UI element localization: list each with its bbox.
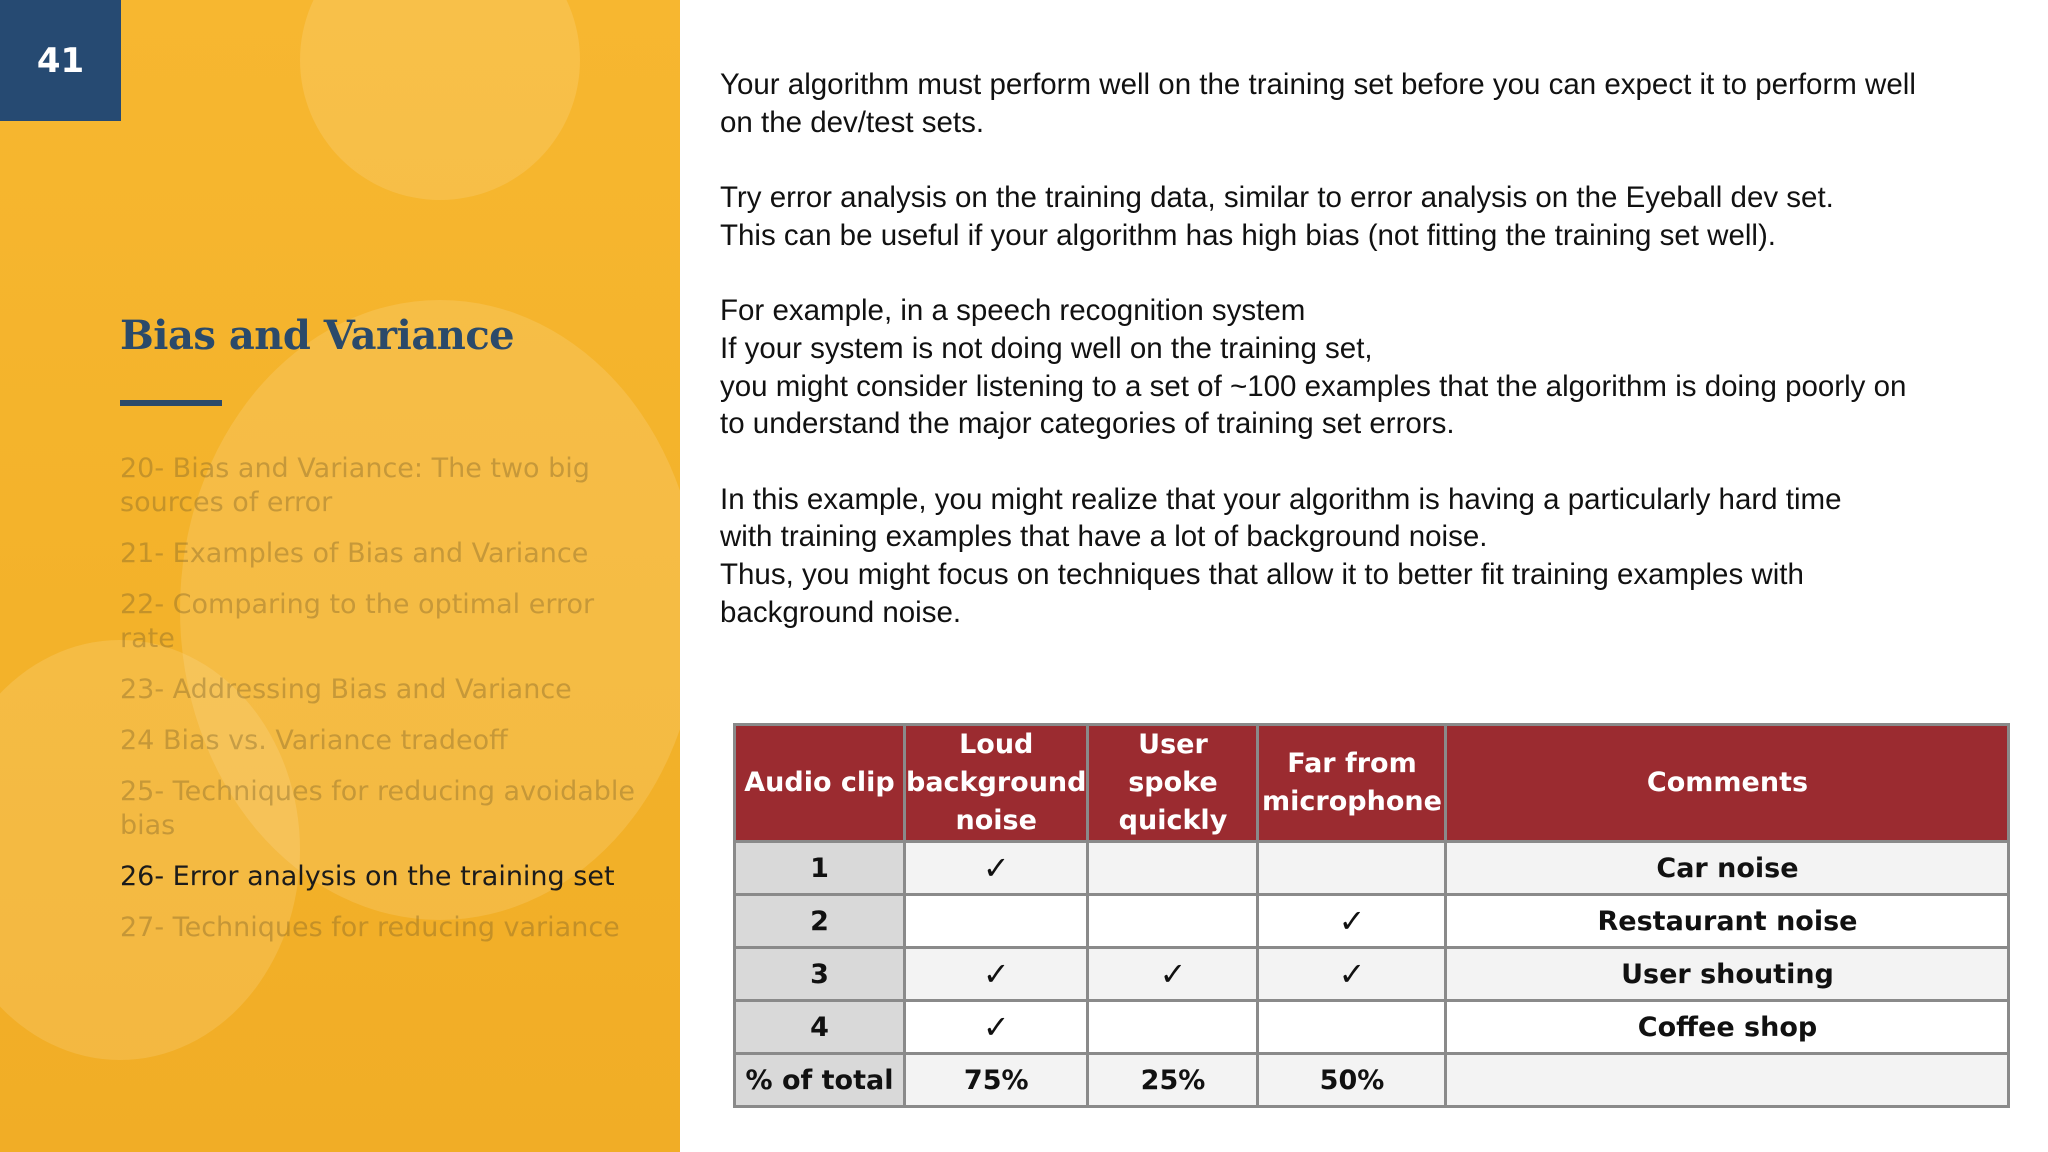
checkmark-icon: ✓: [1258, 895, 1446, 948]
comment-cell: Restaurant noise: [1446, 895, 2009, 948]
toc-item[interactable]: 25- Techniques for reducing avoidable bias: [120, 776, 636, 841]
comment-cell: Car noise: [1446, 842, 2009, 895]
paragraph-training-set: Your algorithm must perform well on the training set before you can expect it to perform well on the dev/test sets.: [720, 68, 1916, 139]
empty-cell: [905, 895, 1088, 948]
section-title: Bias and Variance: [120, 312, 515, 359]
table-row: [735, 1001, 2009, 1054]
toc-item[interactable]: 27- Techniques for reducing variance: [120, 912, 620, 943]
toc-item-active[interactable]: 26- Error analysis on the training set: [120, 861, 615, 892]
empty-cell: [1088, 842, 1258, 895]
slide-number-badge: 41: [0, 0, 121, 121]
audio-clip-cell: 1: [735, 842, 905, 895]
column-header-spoke-quickly: User spoke quickly: [1088, 725, 1258, 842]
table-of-contents: [120, 452, 640, 962]
toc-item[interactable]: 23- Addressing Bias and Variance: [120, 674, 572, 705]
empty-cell: [1088, 895, 1258, 948]
title-underline: [120, 400, 222, 406]
background-photo-shape: [300, 0, 580, 200]
total-comment-cell: [1446, 1054, 2009, 1107]
table-row: [735, 948, 2009, 1001]
checkmark-icon: ✓: [905, 948, 1088, 1001]
column-header-comments: Comments: [1446, 725, 2009, 842]
total-loud-cell: 75%: [905, 1054, 1088, 1107]
checkmark-icon: ✓: [1088, 948, 1258, 1001]
total-label-cell: % of total: [735, 1054, 905, 1107]
empty-cell: [1258, 842, 1446, 895]
toc-item[interactable]: 22- Comparing to the optimal error rate: [120, 589, 595, 654]
audio-clip-cell: 4: [735, 1001, 905, 1054]
total-far-cell: 50%: [1258, 1054, 1446, 1107]
toc-item[interactable]: 20- Bias and Variance: The two big sources of error: [120, 453, 590, 518]
checkmark-icon: ✓: [905, 842, 1088, 895]
column-header-audio-clip: Audio clip: [735, 725, 905, 842]
table-header-row: [735, 725, 2009, 842]
table-row: [735, 895, 2009, 948]
empty-cell: [1258, 1001, 1446, 1054]
checkmark-icon: ✓: [1258, 948, 1446, 1001]
paragraph-error-analysis: Try error analysis on the training data, similar to error analysis on the Eyeball dev set. This can be useful if your algorithm has high bias (not fitting the training set well).: [720, 181, 1834, 252]
comment-cell: Coffee shop: [1446, 1001, 2009, 1054]
error-analysis-table: [733, 723, 2010, 1108]
paragraph-background-noise: In this example, you might realize that your algorithm is having a particularly hard time with training examples that have a lot of background noise. Thus, you might focus on techniques that allow it to better fit training examples with background noise.: [720, 482, 1842, 629]
sidebar-panel: [0, 0, 680, 1152]
body-text: [720, 66, 2010, 669]
column-header-far-from-mic: Far from microphone: [1258, 725, 1446, 842]
audio-clip-cell: 3: [735, 948, 905, 1001]
toc-item[interactable]: 21- Examples of Bias and Variance: [120, 538, 589, 569]
checkmark-icon: ✓: [905, 1001, 1088, 1054]
table-row: [735, 842, 2009, 895]
total-quick-cell: 25%: [1088, 1054, 1258, 1107]
table-total-row: [735, 1054, 2009, 1107]
audio-clip-cell: 2: [735, 895, 905, 948]
toc-item[interactable]: 24 Bias vs. Variance tradeoff: [120, 725, 508, 756]
empty-cell: [1088, 1001, 1258, 1054]
comment-cell: User shouting: [1446, 948, 2009, 1001]
column-header-loud-noise: Loud background noise: [905, 725, 1088, 842]
paragraph-example: For example, in a speech recognition system If your system is not doing well on the training set, you might consider listening to a set of ~100 examples that the algorithm is doing poorly on to understand the major categories of training set errors.: [720, 294, 1907, 441]
